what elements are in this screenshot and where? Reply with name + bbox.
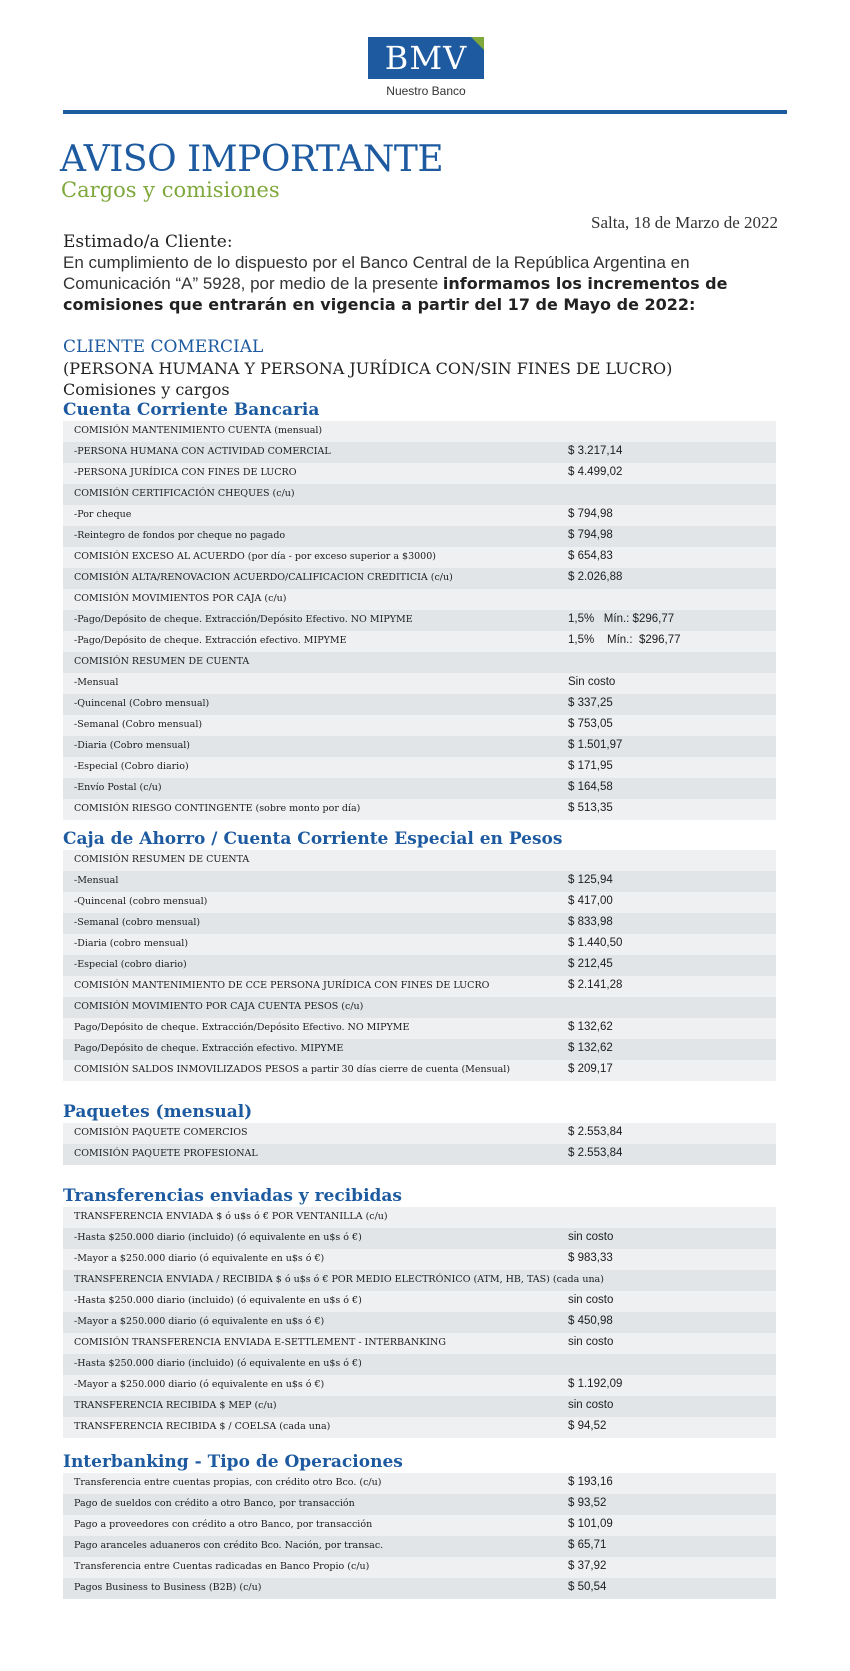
- fee-label: COMISIÓN CERTIFICACIÓN CHEQUES (c/u): [74, 488, 295, 499]
- fee-label: -Mensual: [74, 677, 119, 688]
- fee-value: $ 450,98: [568, 1315, 613, 1327]
- fee-row: [63, 526, 776, 547]
- fee-label: -Semanal (Cobro mensual): [74, 719, 203, 730]
- fee-label: -Especial (cobro diario): [74, 959, 187, 970]
- fee-label: -Pago/Depósito de cheque. Extracción efectivo. MIPYME: [74, 635, 347, 646]
- fee-label: -Mensual: [74, 875, 119, 886]
- fee-label: COMISIÓN PAQUETE COMERCIOS: [74, 1127, 248, 1138]
- fee-label: COMISIÓN EXCESO AL ACUERDO (por día - por exceso superior a $3000): [74, 551, 436, 562]
- fee-value: $ 212,45: [568, 958, 613, 970]
- page-title: AVISO IMPORTANTE: [60, 139, 444, 180]
- fee-value: $ 101,09: [568, 1518, 613, 1530]
- fee-row: [63, 1228, 776, 1249]
- fee-value: $ 37,92: [568, 1560, 607, 1572]
- fee-row: [63, 1473, 776, 1494]
- section-heading: Cuenta Corriente Bancaria: [63, 400, 320, 420]
- fee-label: -Hasta $250.000 diario (incluido) (ó equivalente en u$s ó €): [74, 1358, 362, 1369]
- fee-value: $ 125,94: [568, 874, 613, 886]
- fee-value: $ 983,33: [568, 1252, 613, 1264]
- fee-row: [63, 484, 776, 505]
- fee-row: [63, 1557, 776, 1578]
- greeting: Estimado/a Cliente:: [63, 232, 233, 252]
- fee-value: $ 193,16: [568, 1476, 613, 1488]
- fee-row: [63, 715, 776, 736]
- fee-label: TRANSFERENCIA ENVIADA $ ó u$s ó € POR VENTANILLA (c/u): [74, 1211, 388, 1222]
- fee-row: [63, 1039, 776, 1060]
- fee-row: [63, 631, 776, 652]
- fee-label: -Diaria (Cobro mensual): [74, 740, 190, 751]
- fee-value: $ 2.026,88: [568, 571, 623, 583]
- fee-row: [63, 1207, 776, 1228]
- fee-table: [63, 1473, 776, 1599]
- fee-row: [63, 1270, 776, 1291]
- fee-value: $ 132,62: [568, 1042, 613, 1054]
- fee-label: -Envío Postal (c/u): [74, 782, 162, 793]
- fee-label: -Hasta $250.000 diario (incluido) (ó equivalente en u$s ó €): [74, 1295, 362, 1306]
- logo-subtitle: Nuestro Banco: [386, 84, 466, 98]
- fee-label: COMISIÓN TRANSFERENCIA ENVIADA E-SETTLEMENT - INTERBANKING: [74, 1337, 446, 1348]
- fee-value: $ 337,25: [568, 697, 613, 709]
- fee-row: [63, 976, 776, 997]
- fee-label: -Especial (Cobro diario): [74, 761, 189, 772]
- fee-row: [63, 1375, 776, 1396]
- logo-text: BMV: [384, 39, 468, 77]
- fee-row: [63, 421, 776, 442]
- fee-label: -Hasta $250.000 diario (incluido) (ó equivalente en u$s ó €): [74, 1232, 362, 1243]
- section-heading: Transferencias enviadas y recibidas: [63, 1186, 403, 1206]
- fee-row: [63, 934, 776, 955]
- fee-label: COMISIÓN RESUMEN DE CUENTA: [74, 854, 250, 865]
- fee-row: [63, 442, 776, 463]
- intro-paragraph: [63, 252, 763, 315]
- fee-label: -Quincenal (cobro mensual): [74, 896, 208, 907]
- fee-label: Pagos Business to Business (B2B) (c/u): [74, 1582, 262, 1593]
- bank-logo: [368, 37, 484, 79]
- fee-label: -Mayor a $250.000 diario (ó equivalente en u$s ó €): [74, 1253, 325, 1264]
- fee-value: $ 3.217,14: [568, 445, 623, 457]
- fee-row: [63, 892, 776, 913]
- header-divider: [63, 110, 787, 114]
- fee-row: [63, 1018, 776, 1039]
- fee-label: TRANSFERENCIA ENVIADA / RECIBIDA $ ó u$s ó € POR MEDIO ELECTRÓNICO (ATM, HB, TAS) (cada una): [74, 1274, 604, 1285]
- fee-row: [63, 1249, 776, 1270]
- fee-table: [63, 850, 776, 1081]
- page-subtitle: Cargos y comisiones: [61, 178, 280, 202]
- fee-value: sin costo: [568, 1294, 614, 1306]
- fee-value: $ 1.440,50: [568, 937, 623, 949]
- fee-label: COMISIÓN ALTA/RENOVACION ACUERDO/CALIFICACION CREDITICIA (c/u): [74, 572, 453, 583]
- fee-label: COMISIÓN RIESGO CONTINGENTE (sobre monto por día): [74, 803, 361, 814]
- fee-table: [63, 1123, 776, 1165]
- fee-label: Pago/Depósito de cheque. Extracción efectivo. MIPYME: [74, 1043, 344, 1054]
- fee-value: $ 2.141,28: [568, 979, 623, 991]
- fee-label: Transferencia entre cuentas propias, con crédito otro Bco. (c/u): [74, 1477, 382, 1488]
- intro-plain-text: En cumplimiento de lo dispuesto por el Banco Central de la República Argentina en Comunicación “A” 5928, por medio de la presente: [63, 253, 690, 293]
- fee-row: [63, 1578, 776, 1599]
- fee-value: $ 209,17: [568, 1063, 613, 1075]
- fee-label: COMISIÓN MANTENIMIENTO DE CCE PERSONA JURÍDICA CON FINES DE LUCRO: [74, 980, 490, 991]
- fee-row: [63, 850, 776, 871]
- fee-label: COMISIÓN RESUMEN DE CUENTA: [74, 656, 250, 667]
- fee-value: 1,5% Mín.: $296,77: [568, 613, 675, 625]
- fee-row: [63, 1123, 776, 1144]
- fees-heading: Comisiones y cargos: [63, 380, 230, 399]
- fee-value: $ 65,71: [568, 1539, 607, 1551]
- fee-row: [63, 997, 776, 1018]
- fee-row: [63, 1536, 776, 1557]
- fee-table: [63, 1207, 776, 1438]
- fee-row: [63, 799, 776, 820]
- fee-row: [63, 955, 776, 976]
- fee-row: [63, 778, 776, 799]
- fee-value: $ 94,52: [568, 1420, 607, 1432]
- client-type-heading: CLIENTE COMERCIAL: [63, 337, 264, 357]
- fee-label: COMISIÓN MANTENIMIENTO CUENTA (mensual): [74, 425, 323, 436]
- notice-date: Salta, 18 de Marzo de 2022: [591, 213, 778, 232]
- section-heading: Caja de Ahorro / Cuenta Corriente Especial en Pesos: [63, 829, 563, 849]
- fee-row: [63, 1291, 776, 1312]
- fee-label: Pago a proveedores con crédito a otro Banco, por transacción: [74, 1519, 373, 1530]
- fee-label: -Reintegro de fondos por cheque no pagado: [74, 530, 286, 541]
- fee-row: [63, 736, 776, 757]
- fee-label: -Semanal (cobro mensual): [74, 917, 201, 928]
- fee-value: Sin costo: [568, 676, 616, 688]
- fee-row: [63, 1312, 776, 1333]
- fee-value: $ 164,58: [568, 781, 613, 793]
- fee-row: [63, 505, 776, 526]
- fee-value: $ 417,00: [568, 895, 613, 907]
- fee-label: Pago de sueldos con crédito a otro Banco, por transacción: [74, 1498, 355, 1509]
- fee-value: sin costo: [568, 1231, 614, 1243]
- fee-label: COMISIÓN SALDOS INMOVILIZADOS PESOS a partir 30 días cierre de cuenta (Mensual): [74, 1064, 511, 1075]
- fee-row: [63, 1494, 776, 1515]
- fee-row: [63, 913, 776, 934]
- fee-value: $ 2.553,84: [568, 1147, 623, 1159]
- fee-value: $ 93,52: [568, 1497, 607, 1509]
- fee-value: sin costo: [568, 1399, 614, 1411]
- fee-value: $ 171,95: [568, 760, 613, 772]
- fee-row: [63, 1060, 776, 1081]
- fee-value: $ 1.501,97: [568, 739, 623, 751]
- fee-label: -Diaria (cobro mensual): [74, 938, 189, 949]
- fee-label: Transferencia entre Cuentas radicadas en Banco Propio (c/u): [74, 1561, 370, 1572]
- fee-label: -Quincenal (Cobro mensual): [74, 698, 210, 709]
- fee-row: [63, 757, 776, 778]
- client-scope: (PERSONA HUMANA Y PERSONA JURÍDICA CON/SIN FINES DE LUCRO): [63, 359, 673, 378]
- fee-value: $ 794,98: [568, 508, 613, 520]
- fee-value: 1,5% Mín.: $296,77: [568, 634, 681, 646]
- fee-row: [63, 610, 776, 631]
- fee-label: TRANSFERENCIA RECIBIDA $ MEP (c/u): [74, 1400, 277, 1411]
- fee-row: [63, 1144, 776, 1165]
- fee-value: $ 513,35: [568, 802, 613, 814]
- fee-label: COMISIÓN MOVIMIENTOS POR CAJA (c/u): [74, 593, 287, 604]
- fee-row: [63, 652, 776, 673]
- fee-row: [63, 1333, 776, 1354]
- fee-label: -Por cheque: [74, 509, 132, 520]
- fee-value: $ 50,54: [568, 1581, 607, 1593]
- fee-row: [63, 1417, 776, 1438]
- fee-label: COMISIÓN PAQUETE PROFESIONAL: [74, 1148, 258, 1159]
- fee-row: [63, 694, 776, 715]
- section-heading: Interbanking - Tipo de Operaciones: [63, 1452, 403, 1472]
- intro-bold-text: informamos los incrementos de comisiones que entrarán en vigencia a partir del 17 de Mayo de 2022:: [63, 274, 728, 314]
- fee-value: $ 132,62: [568, 1021, 613, 1033]
- fee-label: TRANSFERENCIA RECIBIDA $ / COELSA (cada una): [74, 1421, 331, 1432]
- fee-row: [63, 547, 776, 568]
- fee-row: [63, 673, 776, 694]
- fee-value: $ 833,98: [568, 916, 613, 928]
- fee-value: $ 794,98: [568, 529, 613, 541]
- fee-value: sin costo: [568, 1336, 614, 1348]
- fee-table: [63, 421, 776, 820]
- fee-value: $ 753,05: [568, 718, 613, 730]
- section-heading: Paquetes (mensual): [63, 1102, 253, 1122]
- fee-row: [63, 568, 776, 589]
- fee-row: [63, 1515, 776, 1536]
- fee-label: -Pago/Depósito de cheque. Extracción/Depósito Efectivo. NO MIPYME: [74, 614, 413, 625]
- fee-value: $ 654,83: [568, 550, 613, 562]
- fee-value: $ 1.192,09: [568, 1378, 623, 1390]
- logo-corner-mark: [471, 37, 484, 50]
- fee-row: [63, 1396, 776, 1417]
- fee-label: -Mayor a $250.000 diario (ó equivalente en u$s ó €): [74, 1316, 325, 1327]
- fee-row: [63, 463, 776, 484]
- fee-value: $ 4.499,02: [568, 466, 623, 478]
- fee-value: $ 2.553,84: [568, 1126, 623, 1138]
- fee-label: COMISIÓN MOVIMIENTO POR CAJA CUENTA PESOS (c/u): [74, 1001, 364, 1012]
- fee-row: [63, 1354, 776, 1375]
- fee-row: [63, 589, 776, 610]
- fee-label: Pago aranceles aduaneros con crédito Bco. Nación, por transac.: [74, 1540, 384, 1551]
- fee-label: -PERSONA HUMANA CON ACTIVIDAD COMERCIAL: [74, 446, 331, 457]
- fee-label: -PERSONA JURÍDICA CON FINES DE LUCRO: [74, 467, 297, 478]
- fee-label: Pago/Depósito de cheque. Extracción/Depósito Efectivo. NO MIPYME: [74, 1022, 410, 1033]
- fee-label: -Mayor a $250.000 diario (ó equivalente en u$s ó €): [74, 1379, 325, 1390]
- fee-row: [63, 871, 776, 892]
